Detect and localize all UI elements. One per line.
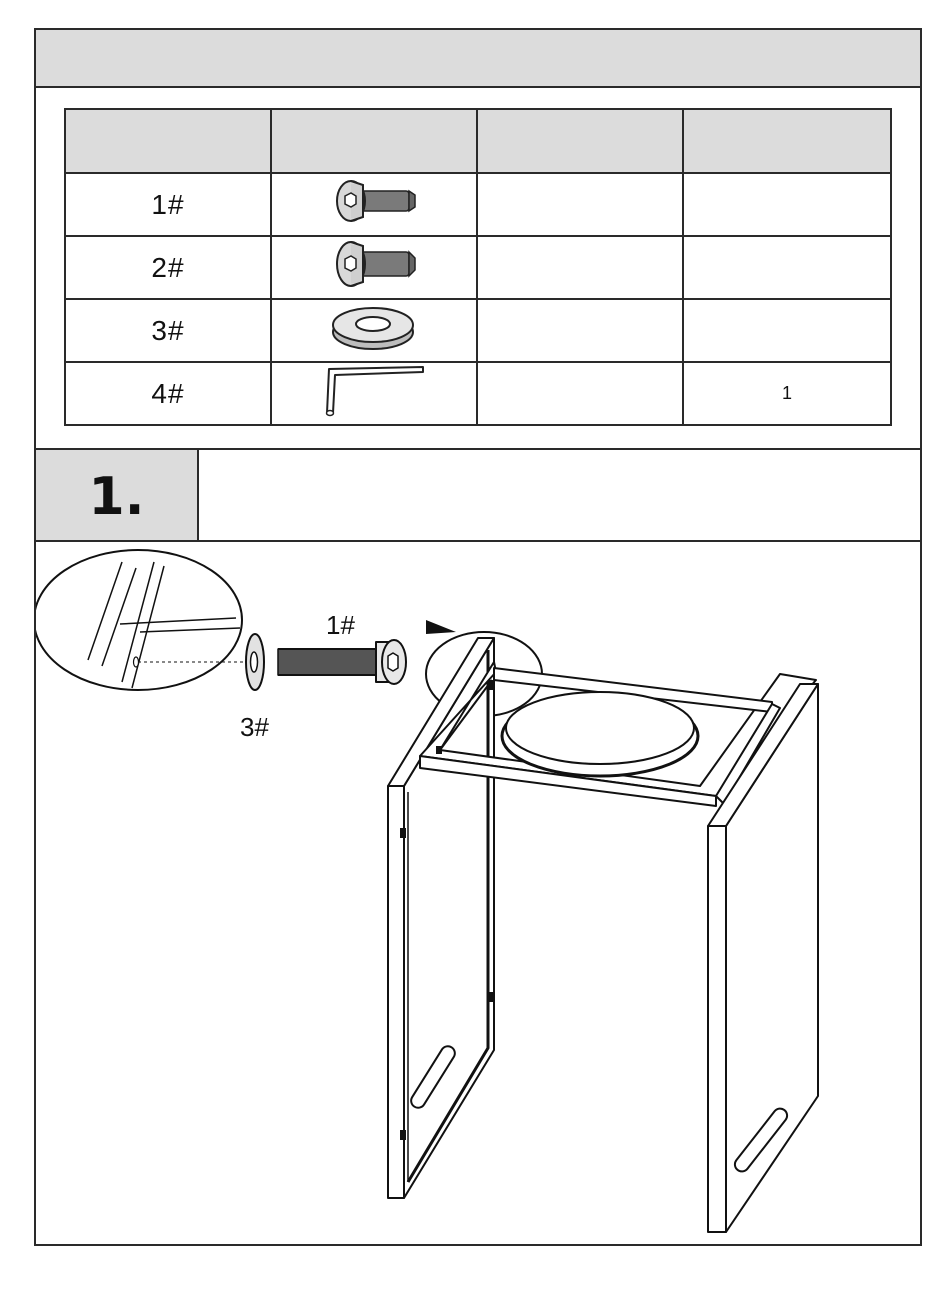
step-band	[36, 448, 920, 542]
part-cell	[477, 299, 683, 362]
part-cell	[477, 236, 683, 299]
part-id: 2#	[65, 236, 271, 299]
header-cell	[683, 109, 891, 173]
part-cell	[477, 173, 683, 236]
header-cell	[271, 109, 477, 173]
detail-callout	[36, 550, 248, 690]
washer-label: 3#	[240, 712, 269, 742]
part-id: 3#	[65, 299, 271, 362]
step-number: 1.	[36, 450, 199, 540]
bolt-icon	[329, 179, 419, 225]
parts-table	[64, 108, 892, 426]
bolt-icon	[329, 240, 419, 290]
part-image-cell	[271, 299, 477, 362]
bolt-label: 1#	[326, 610, 355, 640]
allen-key-icon	[319, 363, 429, 419]
part-qty: 1	[683, 362, 891, 425]
table-row	[65, 173, 891, 236]
basin-ring	[502, 692, 698, 776]
page-header-band	[36, 30, 920, 88]
table-row	[65, 299, 891, 362]
step-instruction	[201, 450, 920, 540]
left-panel	[388, 638, 494, 1198]
washer-icon	[329, 303, 419, 353]
assembly-illustration	[36, 542, 920, 1244]
washer-part	[246, 634, 264, 690]
part-image-cell	[271, 362, 477, 425]
part-id: 4#	[65, 362, 271, 425]
part-qty	[683, 173, 891, 236]
table-row	[65, 236, 891, 299]
part-image-cell	[271, 173, 477, 236]
pointer-arrow	[426, 620, 456, 634]
table-row	[65, 362, 891, 425]
part-qty	[683, 299, 891, 362]
bolt-part	[278, 640, 406, 684]
parts-table-header-row	[65, 109, 891, 173]
part-qty	[683, 236, 891, 299]
part-cell	[477, 362, 683, 425]
part-image-cell	[271, 236, 477, 299]
header-cell	[65, 109, 271, 173]
part-id: 1#	[65, 173, 271, 236]
header-cell	[477, 109, 683, 173]
